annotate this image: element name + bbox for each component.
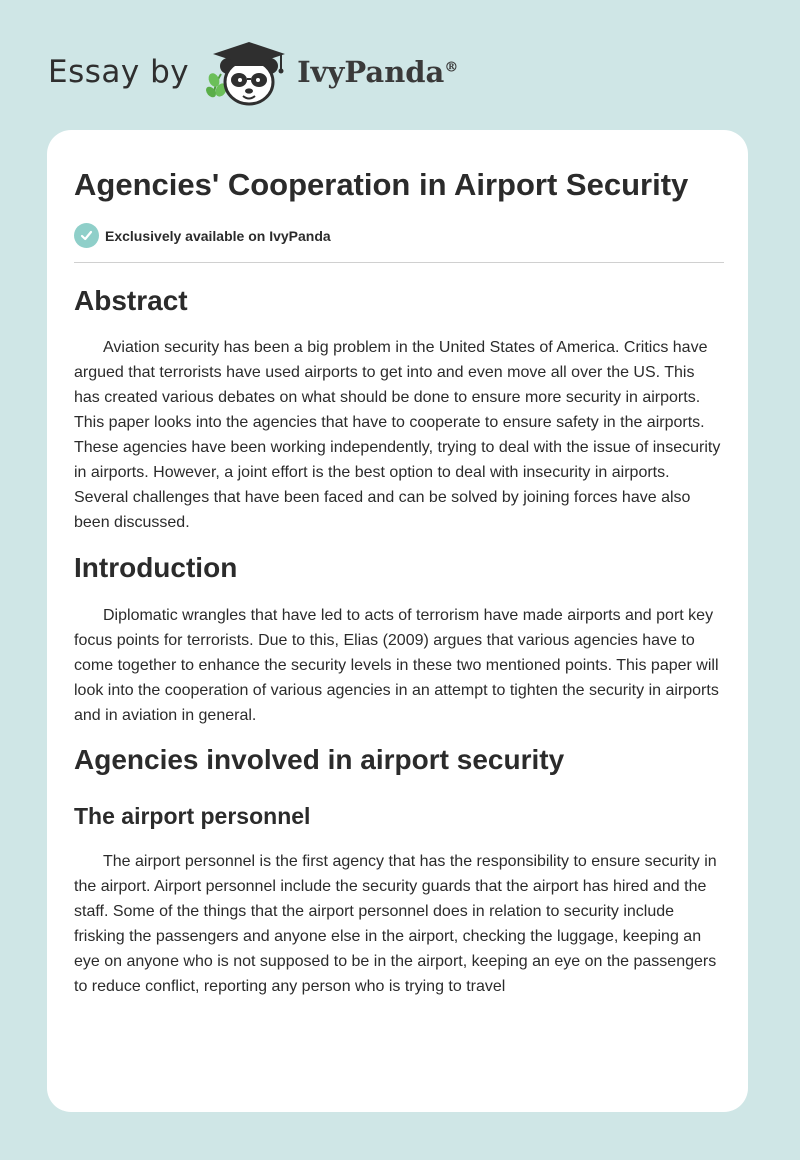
essay-card <box>47 130 748 1112</box>
paragraph-personnel: The airport personnel is the first agency that has the responsibility to ensure security in the airport. Airport personnel include the security guards that the airport has hired and the staff. Some of the things that the airport personnel does in relation to security include frisking the passengers and anyone else in the airport, checking the luggage, keeping an eye on anyone who is not supposed to be in the airport, keeping an eye on the passengers to reduce conflict, reporting any person who is trying to travel <box>74 853 717 995</box>
essay-title: Agencies' Cooperation in Airport Security <box>74 167 689 202</box>
check-icon <box>74 223 99 248</box>
brand-name <box>297 55 458 89</box>
paragraph-abstract: Aviation security has been a big problem in the United States of America. Critics have argued that terrorists have used airports to get into and even move all over the US. This has created various debates on what should be done to ensure more security in airports. This paper looks into the agencies that have to cooperate to ensure safety in the airports. These agencies have been working independently, trying to deal with the issue of insecurity in airports. However, a joint effort is the best option to deal with insecurity in airports. Several challenges that have been faced and can be solved by joining forces have also been discussed. <box>74 339 721 531</box>
section-heading-agencies: Agencies involved in airport security <box>74 744 565 775</box>
brand-header <box>48 36 458 108</box>
panda-graduate-icon <box>203 36 293 108</box>
exclusive-label: Exclusively available on IvyPanda <box>105 227 331 244</box>
paragraph-introduction: Diplomatic wrangles that have led to acts of terrorism have made airports and port key focus points for terrorists. Due to this, Elias (2009) argues that various agencies have to come together to enhance the security levels in these two mentioned points. This paper will look into the cooperation of various agencies in an attempt to tighten the security in airports and in aviation in general. <box>74 607 719 724</box>
exclusive-badge <box>74 223 724 248</box>
section-heading-introduction: Introduction <box>74 552 238 583</box>
title-divider <box>74 262 724 263</box>
brand-prefix: Essay by <box>48 54 190 90</box>
essay-content <box>74 164 724 999</box>
section-heading-abstract: Abstract <box>74 285 188 316</box>
subsection-heading-personnel: The airport personnel <box>74 803 311 829</box>
brand-name-text: IvyPanda <box>297 55 445 89</box>
registered-mark: ® <box>444 59 459 76</box>
